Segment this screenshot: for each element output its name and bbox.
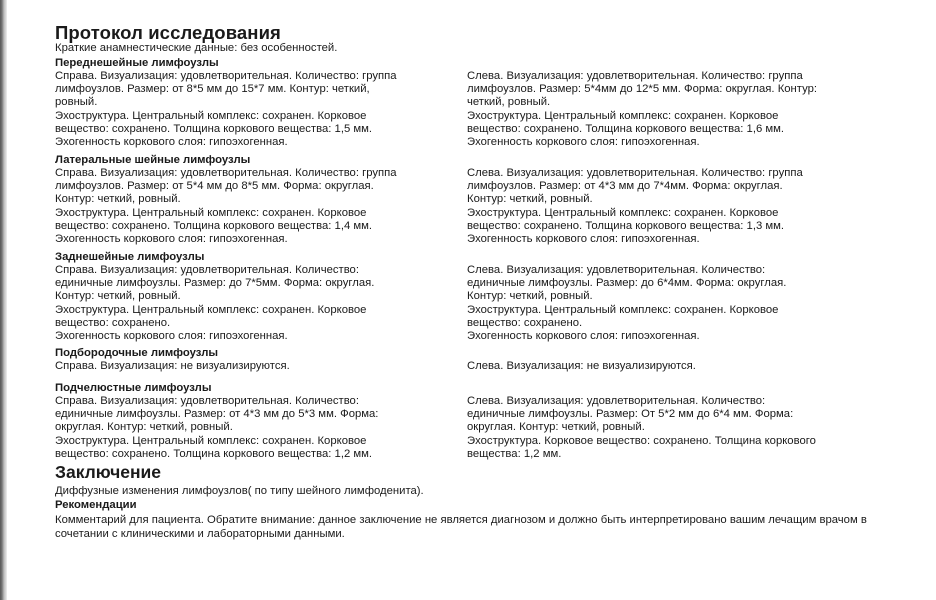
section-submental-right-side: [55, 360, 495, 373]
finding-line: вещество: сохранено.: [467, 316, 583, 329]
finding-line: Контур: четкий, ровный.: [55, 290, 181, 303]
finding-line: Эхоструктура. Корковое вещество: сохранено. Толщина коркового: [467, 434, 816, 447]
finding-line: Слева. Визуализация: удовлетворительная. Количество:: [467, 264, 766, 276]
section-anterior-cervical-left-side: [467, 70, 907, 149]
section-heading-submandibular: Подчелюстные лимфоузлы: [55, 382, 212, 394]
finding-line: округлая. Контур: четкий, ровный.: [55, 421, 233, 434]
finding-line: ровный.: [55, 96, 98, 109]
finding-line: Эхоструктура. Центральный комплекс: сохранен. Корковое: [55, 303, 367, 316]
scan-edge-shadow: [0, 0, 7, 600]
finding-line: Справа. Визуализация: удовлетворительная. Количество:: [55, 395, 359, 407]
finding-line: единичные лимфоузлы. Размер: От 5*2 мм до 6*4 мм. Форма:: [467, 408, 794, 421]
finding-line: лимфоузлов. Размер: 5*4мм до 12*5 мм. Форма: округлая. Контур:: [467, 83, 818, 96]
finding-line: Слева. Визуализация: удовлетворительная. Количество: группа: [467, 70, 803, 82]
finding-line: вещество: сохранено. Толщина коркового вещества: 1,3 мм.: [467, 219, 785, 232]
recommendations-text: Комментарий для пациента. Обратите внимание: данное заключение не является диагнозом и должно быть интерпретировано вашим лечащим врачом в сочетании с клиническими и лабораторными данными.: [55, 514, 867, 540]
section-posterior-cervical-left-side: [467, 264, 907, 343]
finding-line: вещество: сохранено. Толщина коркового вещества: 1,4 мм.: [55, 219, 373, 232]
finding-line: лимфоузлов. Размер: от 5*4 мм до 8*5 мм. Форма: округлая.: [55, 180, 374, 193]
finding-line: лимфоузлов. Размер: от 8*5 мм до 15*7 мм. Контур: четкий,: [55, 83, 370, 96]
section-heading-anterior-cervical: Переднешейные лимфоузлы: [55, 57, 219, 69]
document-title: Протокол исследования: [55, 22, 281, 43]
finding-line: четкий, ровный.: [467, 96, 551, 109]
finding-line: вещество: сохранено. Толщина коркового вещества: 1,6 мм.: [467, 122, 785, 135]
section-heading-lateral-cervical: Латеральные шейные лимфоузлы: [55, 154, 251, 166]
finding-line: Контур: четкий, ровный.: [55, 193, 181, 206]
finding-line: Слева. Визуализация: удовлетворительная. Количество: группа: [467, 167, 803, 179]
finding-line: Справа. Визуализация: удовлетворительная. Количество: группа: [55, 167, 397, 179]
section-heading-submental: Подбородочные лимфоузлы: [55, 347, 219, 359]
finding-line: Эхоструктура. Центральный комплекс: сохранен. Корковое: [467, 206, 779, 219]
finding-line: Эхогенность коркового слоя: гипоэхогенная.: [467, 136, 700, 149]
finding-line: Эхогенность коркового слоя: гипоэхогенная.: [55, 233, 288, 246]
finding-line: Эхогенность коркового слоя: гипоэхогенная.: [55, 330, 288, 343]
finding-line: Эхогенность коркового слоя: гипоэхогенная.: [467, 330, 700, 343]
section-heading-posterior-cervical: Заднешейные лимфоузлы: [55, 251, 205, 263]
finding-line: вещество: сохранено. Толщина коркового вещества: 1,5 мм.: [55, 122, 373, 135]
finding-line: Эхоструктура. Центральный комплекс: сохранен. Корковое: [467, 109, 779, 122]
anamnesis-line: Краткие анамнестические данные: без особенностей.: [55, 42, 338, 54]
section-posterior-cervical-right-side: [55, 264, 495, 343]
section-anterior-cervical-right-side: [55, 70, 495, 149]
finding-line: Эхоструктура. Центральный комплекс: сохранен. Корковое: [55, 434, 367, 447]
finding-line: лимфоузлов. Размер: от 4*3 мм до 7*4мм. Форма: округлая.: [467, 180, 783, 193]
finding-line: Слева. Визуализация: удовлетворительная. Количество:: [467, 395, 766, 407]
finding-line: Эхоструктура. Центральный комплекс: сохранен. Корковое: [467, 303, 779, 316]
finding-line: Контур: четкий, ровный.: [467, 290, 593, 303]
finding-line: округлая. Контур: четкий, ровный.: [467, 421, 645, 434]
section-lateral-cervical-left-side: [467, 167, 907, 246]
finding-line: Эхогенность коркового слоя: гипоэхогенная.: [467, 233, 700, 246]
finding-line: вещества: 1,2 мм.: [467, 447, 562, 460]
finding-line: единичные лимфоузлы. Размер: до 6*4мм. Форма: округлая.: [467, 277, 787, 290]
section-submandibular-left-side: [467, 395, 907, 461]
finding-line: Контур: четкий, ровный.: [467, 193, 593, 206]
finding-line: единичные лимфоузлы. Размер: от 4*3 мм до 5*3 мм. Форма:: [55, 408, 379, 421]
recommendations-title: Рекомендации: [55, 499, 137, 511]
conclusion-title: Заключение: [55, 462, 162, 482]
finding-line: Эхоструктура. Центральный комплекс: сохранен. Корковое: [55, 109, 367, 122]
conclusion-text: Диффузные изменения лимфоузлов( по типу шейного лимфоденита).: [55, 485, 424, 497]
finding-line: Справа. Визуализация: удовлетворительная. Количество:: [55, 264, 359, 276]
finding-line: Эхоструктура. Центральный комплекс: сохранен. Корковое: [55, 206, 367, 219]
finding-line: Слева. Визуализация: не визуализируются.: [467, 360, 696, 372]
finding-line: Справа. Визуализация: удовлетворительная. Количество: группа: [55, 70, 397, 82]
finding-line: Справа. Визуализация: не визуализируются.: [55, 360, 290, 372]
finding-line: единичные лимфоузлы. Размер: до 7*5мм. Форма: округлая.: [55, 277, 375, 290]
finding-line: вещество: сохранено.: [55, 316, 171, 329]
finding-line: Эхогенность коркового слоя: гипоэхогенная.: [55, 136, 288, 149]
section-submental-left-side: [467, 360, 907, 373]
section-submandibular-right-side: [55, 395, 495, 461]
section-lateral-cervical-right-side: [55, 167, 495, 246]
finding-line: вещество: сохранено. Толщина коркового вещества: 1,2 мм.: [55, 447, 373, 460]
